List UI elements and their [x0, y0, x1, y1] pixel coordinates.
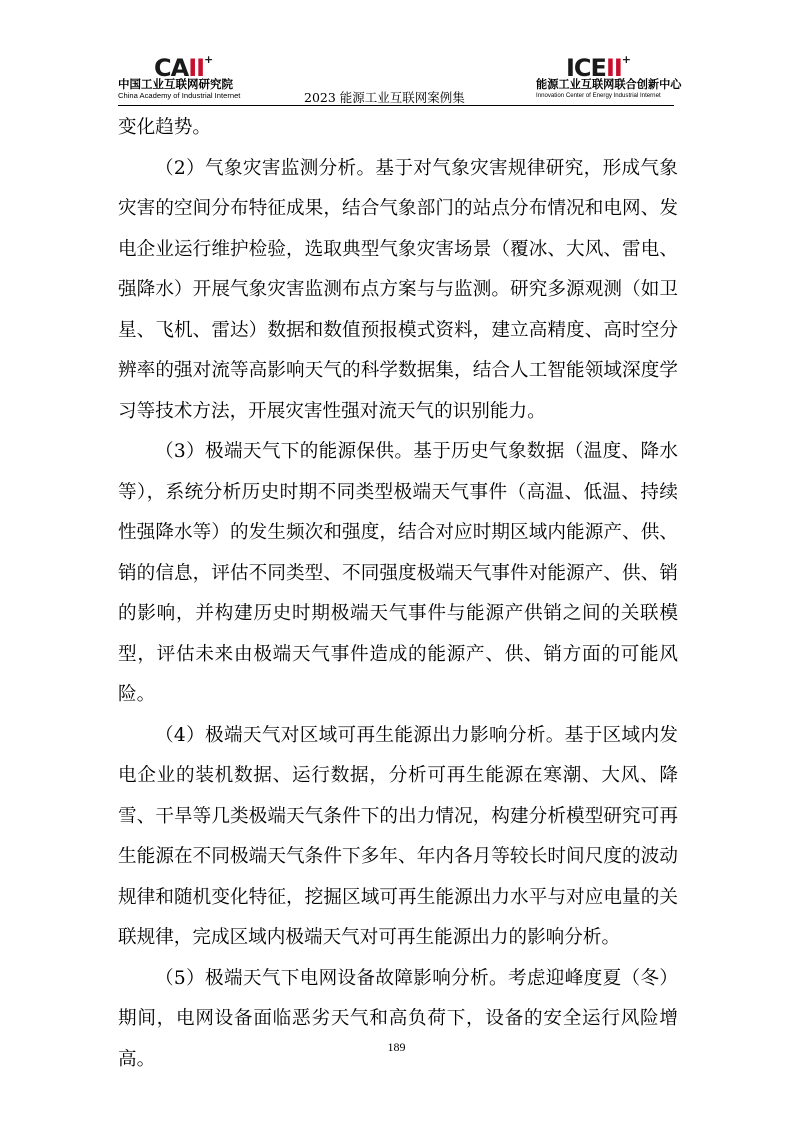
- iceii-logo-name-cn: 能源工业互联网联合创新中心: [536, 78, 682, 91]
- caii-logo-mark-plus: +: [204, 53, 213, 66]
- iceii-logo-name-en: Innovation Center of Energy Industrial Internet: [536, 92, 661, 99]
- page-number: 189: [387, 1040, 406, 1054]
- iceii-logo-mark-plus: +: [621, 53, 631, 66]
- paragraph-grid-equipment-fault: （5）极端天气下电网设备故障影响分析。考虑迎峰度夏（冬）期间，电网设备面临恶劣天气和高负荷下，设备的安全运行风险增高。: [118, 967, 678, 1070]
- caii-logo-mark-accent: II: [188, 54, 205, 82]
- iceii-logo: [536, 50, 682, 102]
- header-title: 2023 能源工业互联网案例集: [304, 90, 465, 105]
- iceii-logo-mark-accent: II: [605, 54, 622, 82]
- paragraph-continuation: 变化趋势。: [118, 117, 211, 138]
- caii-logo-mark-main: CA: [154, 54, 189, 82]
- header-divider: [118, 105, 674, 106]
- page-header: [118, 50, 682, 106]
- page-body: [118, 108, 678, 1080]
- caii-logo-name-en: China Academy of Industrial Internet: [118, 91, 241, 100]
- paragraph-renewable-output-impact: （4）极端天气对区域可再生能源出力影响分析。基于区域内发电企业的装机数据、运行数据，分析可再生能源在寒潮、大风、降雪、干旱等几类极端天气条件下的出力情况，构建分析模型研究可再生能源在不同极端天气条件下多年、年内各月等较长时间尺度的波动规律和随机变化特征，挖掘区域可再生能源出力水平与对应电量的关联规律，完成区域内极端天气对可再生能源出力的影响分析。: [118, 724, 678, 948]
- caii-logo: [118, 50, 258, 102]
- caii-logo-name-cn: 中国工业互联网研究院: [118, 77, 233, 91]
- paragraph-energy-supply-extreme-weather: （3）极端天气下的能源保供。基于历史气象数据（温度、降水等），系统分析历史时期不同类型极端天气事件（高温、低温、持续性强降水等）的发生频次和强度，结合对应时期区域内能源产、供、销的信息，评估不同类型、不同强度极端天气事件对能源产、供、销的影响，并构建历史时期极端天气事件与能源产供销之间的关联模型，评估未来由极端天气事件造成的能源产、供、销方面的可能风险。: [118, 441, 678, 705]
- iceii-logo-mark-main: ICE: [566, 54, 606, 82]
- paragraph-weather-disaster-monitoring: （2）气象灾害监测分析。基于对气象灾害规律研究，形成气象灾害的空间分布特征成果，结合气象部门的站点分布情况和电网、发电企业运行维护检验，选取典型气象灾害场景（覆冰、大风、雷电、强降水）开展气象灾害监测布点方案与与监测。研究多源观测（如卫星、飞机、雷达）数据和数值预报模式资料，建立高精度、高时空分辨率的强对流等高影响天气的科学数据集，结合人工智能领域深度学习等技术方法，开展灾害性强对流天气的识别能力。: [118, 157, 678, 422]
